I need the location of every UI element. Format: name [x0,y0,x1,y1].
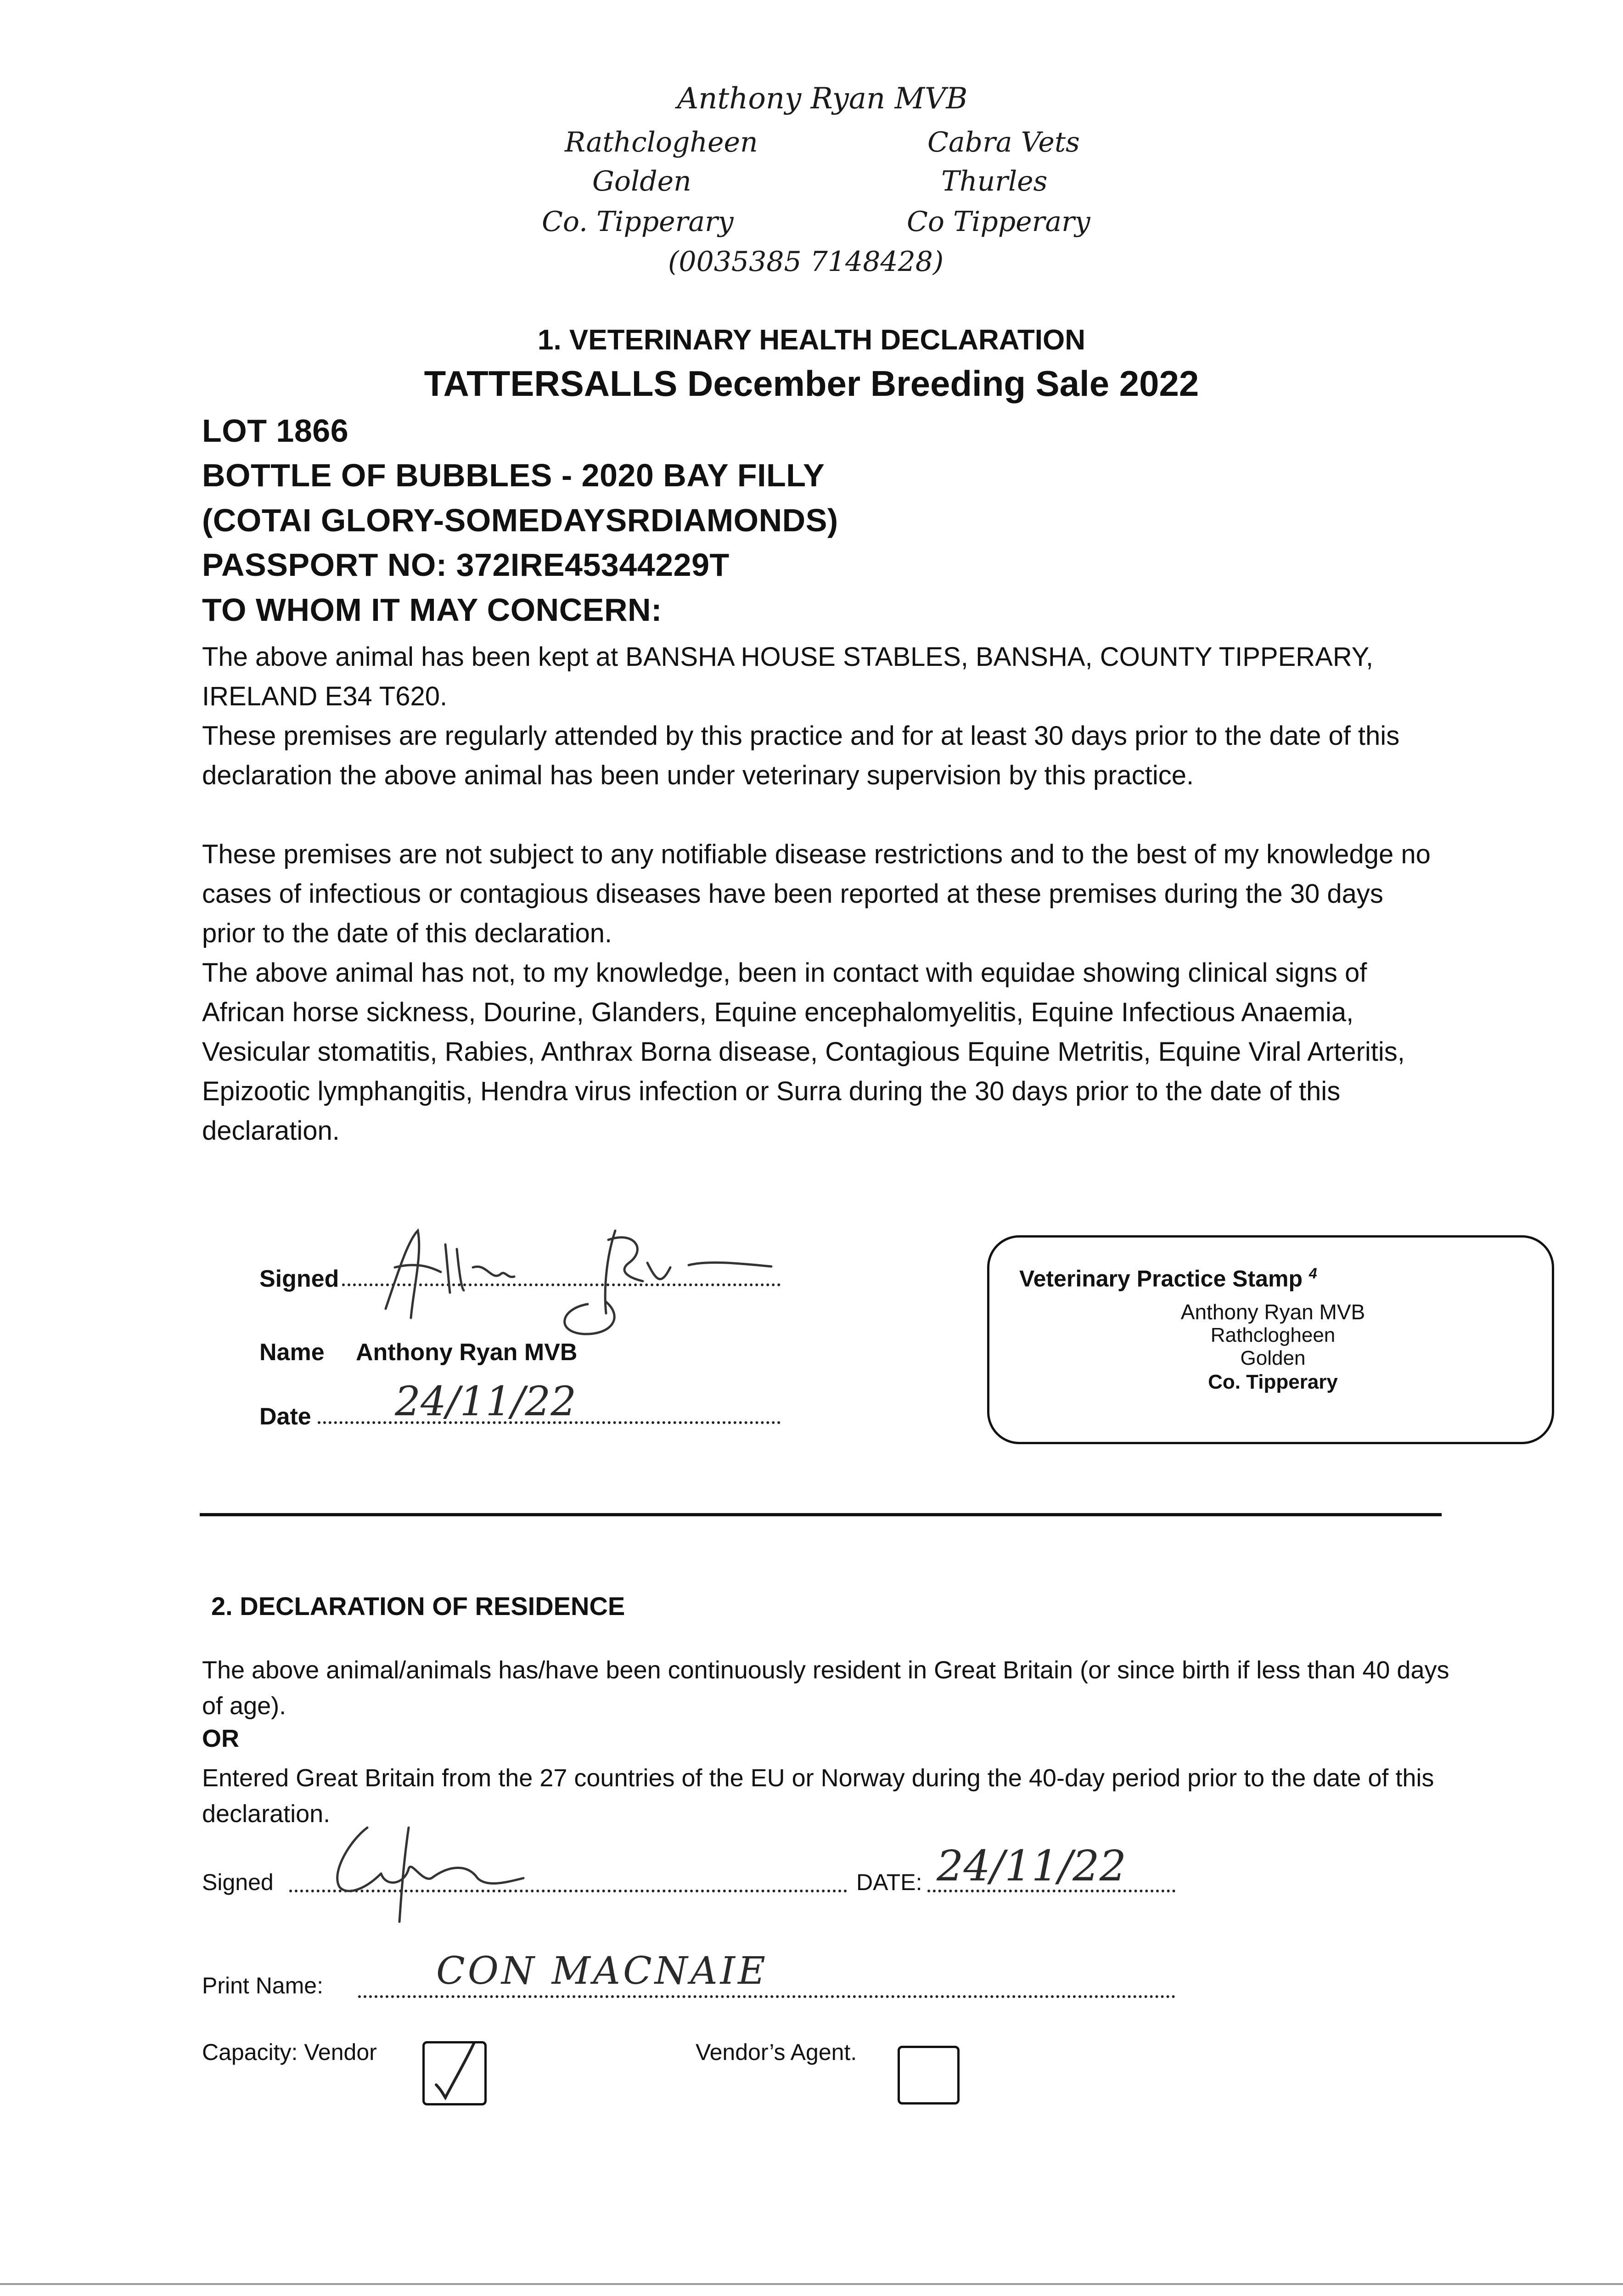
stamp-address-1: Rathclogheen [1210,1324,1336,1346]
section-divider [200,1513,1442,1516]
letterhead-left-line-1: Rathclogheen [565,126,758,158]
stamp-title: Veterinary Practice Stamp $^4$ [1019,1265,1317,1292]
declaration-paragraph-4: The above animal has not, to my knowledge, been in contact with equidae showing clinical signs of African horse sickness, Dourine, Glanders, Equine encephalomyelitis, Equine Infectious Anaemia, Vesicular stomatitis, Rabies, Anthrax Borna disease, Contagious Equine Metritis, Equine Viral Arteritis, Epizootic lymphangitis, Hendra virus infection or Surra during the 30 days prior to the date of this declaration. [202,958,1405,1146]
declaration-paragraph-2: These premises are regularly attended by this practice and for at least 30 days prior to the date of this declaration the above animal has been under veterinary supervision by this practice. [202,721,1400,790]
horse-pedigree: (COTAI GLORY-SOMEDAYSRDIAMONDS) [202,502,838,538]
lot-number: LOT 1866 [202,413,349,449]
page-bottom-edge [0,2283,1623,2285]
veterinary-practice-stamp [987,1235,1554,1444]
vendors-agent-label: Vendor’s Agent. [696,2039,857,2065]
sale-title: TATTERSALLS December Breeding Sale 2022 [424,363,1199,404]
section2-heading: 2. DECLARATION OF RESIDENCE [211,1592,625,1621]
letterhead-right-line-2: Thurles [941,165,1048,197]
residence-paragraph-1: The above animal/animals has/have been continuously resident in Great Britain (or since birth if less than 40 days of age). [202,1656,1449,1720]
date-label-2: DATE: [856,1869,922,1895]
residence-paragraph-2: Entered Great Britain from the 27 countries of the EU or Norway during the 40-day period prior to the date of this declaration. [202,1764,1434,1828]
letterhead-right-line-1: Cabra Vets [927,126,1080,158]
letterhead-left-line-3: Co. Tipperary [542,206,734,238]
stamp-name: Anthony Ryan MVB [1180,1300,1365,1324]
date-handwritten-2: 24/11/22 [937,1841,1127,1891]
stamp-footnote: 4 [1309,1265,1317,1282]
vet-signature [367,1212,781,1336]
or-label: OR [202,1725,239,1752]
print-name-label: Print Name: [202,1973,323,1998]
to-whom-heading: TO WHOM IT MAY CONCERN: [202,592,662,628]
letterhead-name: Anthony Ryan MVB [677,82,968,116]
name-value: Anthony Ryan MVB [356,1339,578,1366]
print-name-line [358,1995,1175,1998]
passport-number: PASSPORT NO: 372IRE45344229T [202,547,730,583]
stamp-address-2: Golden [1240,1347,1306,1369]
signed-label: Signed [259,1266,339,1292]
signed-label-2: Signed [202,1869,274,1895]
date-handwritten: 24/11/22 [395,1378,577,1425]
print-name-handwritten: CON MACNAIE [436,1949,768,1993]
vendors-agent-checkbox[interactable] [898,2046,960,2105]
letterhead-left-line-2: Golden [592,165,691,197]
capacity-vendor-label: Capacity: Vendor [202,2039,377,2065]
letterhead-right-line-3: Co Tipperary [907,206,1090,238]
checkmark-icon [425,2043,484,2103]
stamp-address-3: Co. Tipperary [1208,1371,1338,1393]
declaration-paragraph-1: The above animal has been kept at BANSHA HOUSE STABLES, BANSHA, COUNTY TIPPERARY, IRELAND E34 T620. [202,642,1373,711]
vendor-signature [312,1809,634,1929]
section1-heading: 1. VETERINARY HEALTH DECLARATION [538,324,1085,356]
declaration-paragraph-3: These premises are not subject to any notifiable disease restrictions and to the best of my knowledge no cases of infectious or contagious diseases have been reported at these premises during the 30 days prior to the date of this declaration. [202,839,1431,948]
date-label: Date [259,1403,311,1430]
vendor-checkbox[interactable] [422,2041,487,2105]
letterhead-phone: (0035385 7148428) [668,246,944,278]
horse-description: BOTTLE OF BUBBLES - 2020 BAY FILLY [202,457,825,493]
name-label: Name [259,1339,325,1366]
